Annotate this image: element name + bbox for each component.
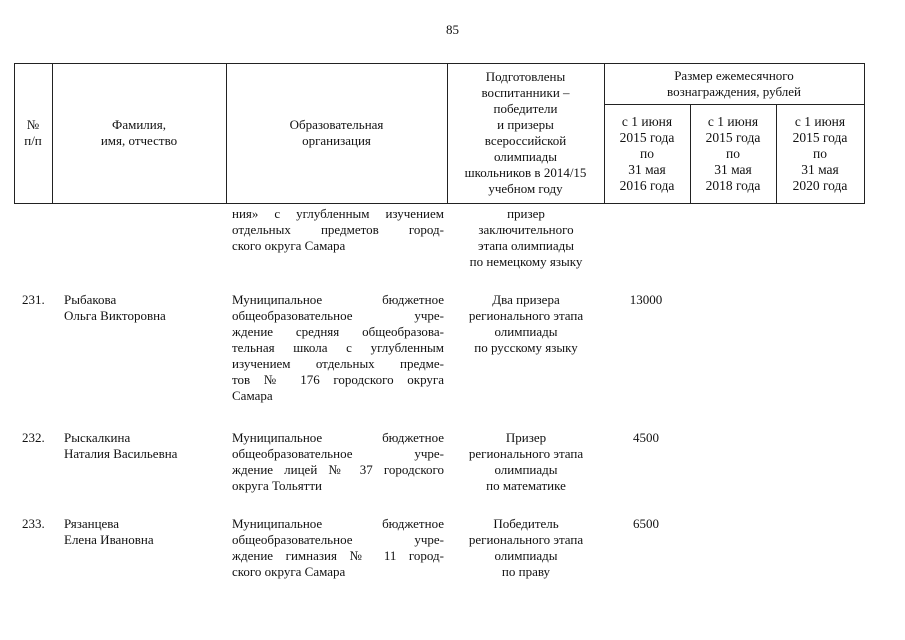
ach-line: по русскому языку <box>474 340 578 355</box>
ach-line: олимпиады <box>494 324 558 339</box>
period-line: 2018 года <box>705 177 761 193</box>
row-name <box>64 292 224 324</box>
name-line: Рыскалкина <box>64 430 131 445</box>
period-line: 31 мая <box>714 161 752 177</box>
ach-line: олимпиады <box>494 548 558 563</box>
header-ach-line: школьников в 2014/15 <box>464 165 587 180</box>
period-line: с 1 июня <box>621 113 673 129</box>
org-line: Муниципальное бюджетное <box>232 292 444 307</box>
name-line: Елена Ивановна <box>64 532 154 547</box>
org-line: ждение средняя общеобразова- <box>232 324 444 339</box>
ach-line: Призер <box>505 430 547 445</box>
header-award-period-2 <box>690 104 776 203</box>
header-award-period-1 <box>604 104 690 203</box>
header-ach-line: и призеры <box>497 117 554 132</box>
row-award: 6500 <box>633 516 659 531</box>
period-line: 2016 года <box>619 177 675 193</box>
ach-line: Победитель <box>493 516 559 531</box>
ach-line: заключительного <box>478 222 574 237</box>
header-name-line: имя, отчество <box>100 133 178 148</box>
period-line: с 1 июня <box>794 113 846 129</box>
header-award-period-3 <box>776 104 864 203</box>
org-line: ждение лицей № 37 городского <box>232 462 444 477</box>
period-line: с 1 июня <box>707 113 759 129</box>
ach-line: по математике <box>486 478 566 493</box>
row-name <box>64 430 224 462</box>
header-ach-line: победители <box>493 101 558 116</box>
header-award-line: Размер ежемесячного <box>674 67 794 83</box>
header-org-line: Образовательная <box>289 117 384 132</box>
header-ach-line: учебном году <box>488 181 563 196</box>
period-line: 2020 года <box>792 177 848 193</box>
header-ach-line: олимпиады <box>493 149 558 164</box>
row-org <box>232 292 444 404</box>
header-org-line: организация <box>302 133 371 148</box>
name-line: Ольга Викторовна <box>64 308 166 323</box>
org-line: Муниципальное бюджетное <box>232 430 444 445</box>
ach-line: регионального этапа <box>468 308 584 323</box>
org-line: тов № 176 городского округа <box>232 372 444 387</box>
header-num-line: п/п <box>24 133 42 148</box>
period-line: по <box>813 145 827 161</box>
continuation-org <box>232 206 444 254</box>
org-line: ния» с углубленным изучением <box>232 206 444 221</box>
name-line: Рязанцева <box>64 516 120 531</box>
ach-line: по праву <box>501 564 551 579</box>
header-achievement <box>447 63 604 203</box>
org-line: Самара <box>232 388 273 403</box>
org-line: ждение гимназия № 11 город- <box>232 548 444 563</box>
row-achievement <box>452 292 600 356</box>
org-line: общеобразовательное учре- <box>232 308 444 323</box>
row-number: 233. <box>22 516 45 531</box>
org-line: отдельных предметов город- <box>232 222 444 237</box>
ach-line: регионального этапа <box>468 532 584 547</box>
ach-line: по немецкому языку <box>469 254 583 269</box>
org-line: ского округа Самара <box>232 564 346 579</box>
org-line: ского округа Самара <box>232 238 346 253</box>
header-org <box>226 63 447 203</box>
period-line: 31 мая <box>801 161 839 177</box>
period-line: по <box>640 145 654 161</box>
continuation-achievement <box>452 206 600 270</box>
row-name <box>64 516 224 548</box>
ach-line: олимпиады <box>494 462 558 477</box>
header-ach-line: воспитанники – <box>481 85 570 100</box>
row-number: 232. <box>22 430 45 445</box>
header-num-line: № <box>26 117 40 132</box>
row-number: 231. <box>22 292 45 307</box>
row-achievement <box>452 516 600 580</box>
row-award: 13000 <box>629 292 663 307</box>
org-line: общеобразовательное учре- <box>232 532 444 547</box>
org-line: Муниципальное бюджетное <box>232 516 444 531</box>
org-line: изучением отдельных предме- <box>232 356 444 371</box>
org-line: тельная школа с углубленным <box>232 340 444 355</box>
header-award-line: вознаграждения, рублей <box>667 83 801 99</box>
header-award-group <box>604 63 864 104</box>
ach-line: этапа олимпиады <box>477 238 575 253</box>
header-name-line: Фамилия, <box>112 117 166 132</box>
ach-line: Два призера <box>492 292 560 307</box>
row-award: 4500 <box>633 430 659 445</box>
name-line: Наталия Васильевна <box>64 446 178 461</box>
period-line: 2015 года <box>619 129 675 145</box>
ach-line: призер <box>507 206 545 221</box>
row-org <box>232 516 444 580</box>
period-line: 2015 года <box>705 129 761 145</box>
page-number: 85 <box>446 22 459 37</box>
header-ach-line: всероссийской <box>484 133 567 148</box>
period-line: 31 мая <box>628 161 666 177</box>
period-line: 2015 года <box>792 129 848 145</box>
org-line: округа Тольятти <box>232 478 323 493</box>
org-line: общеобразовательное учре- <box>232 446 444 461</box>
header-name <box>52 63 226 203</box>
ach-line: регионального этапа <box>468 446 584 461</box>
row-org <box>232 430 444 494</box>
header-ach-line: Подготовлены <box>485 69 566 84</box>
name-line: Рыбакова <box>64 292 117 307</box>
period-line: по <box>726 145 740 161</box>
header-num <box>14 63 52 203</box>
row-achievement <box>452 430 600 494</box>
